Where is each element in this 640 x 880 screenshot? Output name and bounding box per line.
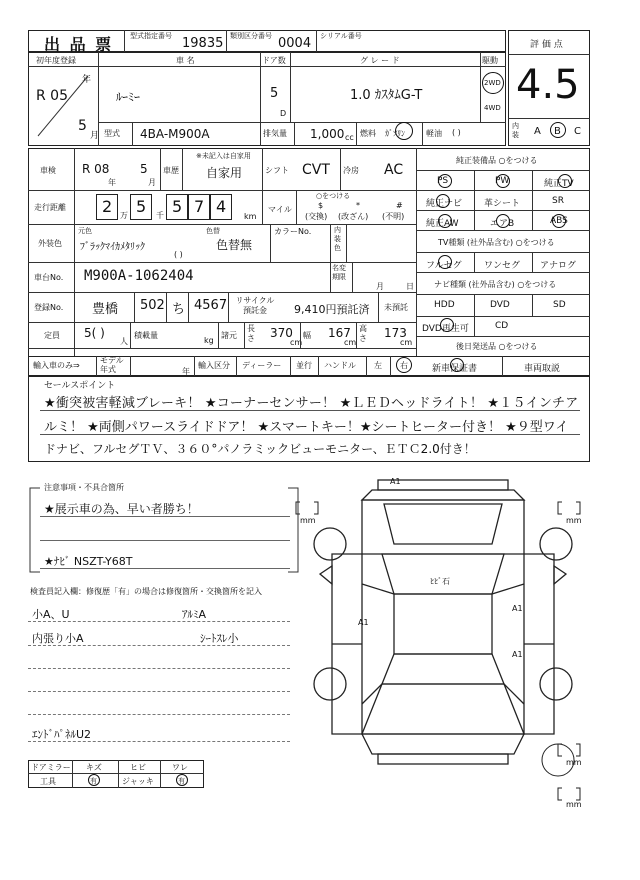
keiyu-paren: ( ) — [452, 128, 461, 137]
eq-kawa: 革シート — [484, 199, 521, 209]
shamei-value: ﾙｰﾐｰ — [116, 90, 141, 104]
document-title: 出 品 票 — [44, 35, 114, 54]
sales-line-3: ドナビ、フルセグＴＶ、３６０°パノラミックビューモニター、ＥＴＣ2.0付き！ — [44, 442, 476, 456]
tv-analog: アナログ — [540, 261, 577, 271]
eq-ps: PS — [437, 176, 449, 186]
mile-opt3: (不明) — [382, 212, 405, 221]
haba-cm: cm — [344, 338, 357, 347]
kata-shitei-label: 型式指定番号 — [130, 32, 172, 40]
nenryo-value: ｶﾞｿﾘﾝ — [385, 129, 405, 138]
shonendo-label: 初年度登録 — [36, 56, 76, 65]
atohasso-hoshosho: 新車保証書 — [432, 364, 478, 374]
shaken-tsuki: 月 — [148, 178, 156, 187]
eq-airb: エアB — [490, 219, 515, 229]
mile-circ-note: ○をつける — [316, 192, 351, 200]
shift-label: シフト — [265, 166, 289, 175]
handle-right: 右 — [400, 361, 408, 370]
notes-line-1: ★展示車の為、早い者勝ち！ — [44, 502, 199, 516]
shareki-note: ※未記入は自家用 — [196, 152, 251, 160]
navi-sd: SD — [553, 300, 566, 310]
meihen-tsuki: 月 — [376, 282, 384, 291]
diagram-mm-3: mm — [566, 758, 582, 767]
meihen-hi: 日 — [406, 282, 414, 291]
kudo-4wd: 4WD — [484, 104, 501, 112]
shoguchi-label: 諸元 — [221, 331, 237, 340]
diagram-mm-1: mm — [300, 516, 316, 525]
diagram-mm-2: mm — [566, 516, 582, 525]
reibo-label: 冷房 — [343, 166, 359, 175]
nenryo-circle — [395, 122, 413, 140]
shaken-label: 車検 — [40, 166, 56, 175]
toroku-num: 4567 — [194, 298, 228, 313]
eq-tv: 純正TV — [544, 179, 574, 189]
shonendo-nen-label: 年 — [82, 75, 92, 85]
recycle-label: リサイクル預託金 — [235, 296, 275, 315]
atohasso-label: 後日発送品 ○をつける — [456, 342, 538, 351]
grade-value: 1.0 ｶｽﾀﾑG-T — [350, 88, 423, 103]
katashiki-value: 4BA-M900A — [140, 127, 210, 141]
tv-oneseg: ワンセグ — [484, 261, 521, 271]
shift-value: CVT — [302, 162, 330, 178]
mark-right-door: A1 — [512, 604, 523, 613]
shaken-era: R 08 — [82, 162, 110, 176]
insp-2b: ｼｰﾄｽﾚ小 — [200, 632, 239, 645]
recycle-mi: 未預託 — [384, 303, 408, 312]
teiin-value: 5( ) — [84, 326, 105, 340]
atohasso-torisetsu: 車両取説 — [524, 364, 561, 374]
naiso-label: 内装 — [512, 122, 519, 139]
shareki-value: 自家用 — [206, 166, 243, 180]
shonendo-tsuki-label: 月 — [90, 131, 100, 141]
door-d: D — [280, 109, 287, 118]
legend-h-2: ヒビ — [130, 763, 146, 772]
mile-opt1-sym: $ — [318, 201, 324, 210]
car-damage-diagram — [292, 474, 602, 814]
eq-abs: ABS — [550, 216, 568, 226]
junsei-label: 純正装備品 ○をつける — [456, 156, 538, 165]
ruibetsu-label: 類別区分番号 — [230, 32, 272, 40]
shadai-label: 車台No. — [34, 273, 64, 282]
sales-line-1: ★衝突被害軽減ブレーキ！ ★コーナーセンサー！ ★ＬＥＤヘッドライト！ ★１５インチア — [44, 396, 579, 411]
toroku-kana: ち — [172, 302, 186, 317]
shaken-nen: 年 — [108, 178, 116, 187]
reibo-value: AC — [384, 162, 404, 178]
kata-shitei-value: 19835 — [182, 36, 224, 51]
katashiki-label: 型式 — [104, 129, 120, 138]
soko-digit-4: 7 — [194, 197, 205, 216]
legend-r-0: 工具 — [40, 777, 56, 786]
toroku-label: 登録No. — [34, 303, 64, 312]
keiyu-label: 軽油 — [426, 129, 442, 138]
shareki-label: 車歴 — [163, 166, 179, 175]
soko-sen: 千 — [156, 211, 164, 220]
eq-aw: 純正AW — [426, 219, 459, 229]
legend-h-0: ドアミラー — [31, 763, 71, 772]
tv-label: TV種類 (社外品含む) ○をつける — [438, 238, 555, 247]
notes-line-2: ★ﾅﾋﾞ NSZT-Y68T — [44, 555, 133, 568]
taka-label: 高さ — [359, 324, 367, 343]
mile-opt2: (改ざん) — [338, 212, 369, 221]
eq-pw: PW — [495, 176, 510, 186]
insp-3: ｴﾝﾄﾞﾊﾟﾈﾙU2 — [32, 728, 92, 741]
eq-navi: 純正ナビ — [426, 199, 463, 209]
handle-left: 左 — [374, 361, 382, 370]
soko-km: km — [244, 212, 257, 221]
eq-sr: SR — [552, 196, 564, 206]
soko-digit-5: 4 — [216, 197, 227, 216]
soko-label: 走行距離 — [34, 203, 66, 212]
shadai-value: M900A-1062404 — [84, 268, 194, 284]
irokae-paren: ( ) — [174, 250, 183, 259]
yunyukubun-label: 輸入区分 — [198, 361, 230, 370]
naga-label: 長さ — [247, 324, 255, 343]
model-label: モデル年式 — [100, 356, 124, 374]
serial-label: シリアル番号 — [320, 32, 362, 40]
motoiro-value: ﾌﾞﾗｯｸﾏｲｶﾒﾀﾘｯｸ — [80, 242, 145, 253]
teiin-unit: 人 — [120, 337, 128, 346]
kudo-2wd: 2WD — [484, 79, 501, 87]
navi-dvdplay: DVD再生可 — [422, 324, 469, 334]
toroku-area: 豊橋 — [92, 302, 119, 317]
inspector-label: 検査員記入欄：修復歴「有」の場合は修復箇所・交換箇所を記入 — [30, 587, 262, 596]
door-value: 5 — [270, 86, 279, 101]
kudo-label: 駆動 — [482, 56, 498, 65]
soko-man: 万 — [120, 211, 128, 220]
ruibetsu-value: 0004 — [278, 36, 312, 51]
shaken-month: 5 — [140, 162, 148, 176]
soko-digit-1: 2 — [102, 197, 113, 216]
motoiro-label: 元色 — [78, 227, 92, 235]
teiin-label: 定員 — [44, 331, 60, 340]
mile-opt1: (交換) — [305, 212, 328, 221]
naga-cm: cm — [290, 338, 303, 347]
irokae-label: 色替 — [206, 227, 220, 235]
toroku-class: 502 — [140, 298, 165, 313]
legend-r-1: 有 — [90, 777, 97, 785]
legend-r-2: ジャッキ — [122, 777, 154, 786]
tv-fullseg: フルセグ — [426, 261, 462, 271]
insp-1a: 小A、U — [32, 608, 70, 621]
naiso-a: A — [534, 126, 541, 137]
yunyu-heiko: 並行 — [296, 361, 312, 370]
score-value: 4.5 — [516, 62, 580, 108]
sales-line-2: ルミ！ ★両側パワースライドドア！ ★スマートキー！★シートヒーター付き！ ★９型ワイ — [44, 420, 569, 435]
naiso-c: C — [574, 126, 581, 137]
score-label: 評 価 点 — [530, 40, 563, 50]
mark-left-door: A1 — [358, 618, 369, 627]
legend-h-3: ワレ — [172, 763, 188, 772]
diagram-mm-4: mm — [566, 800, 582, 809]
haba-value: 167 — [328, 326, 351, 340]
handle-label: ハンドル — [324, 361, 356, 370]
grade-label: グ レ ー ド — [360, 56, 400, 65]
navi-cd: CD — [495, 321, 509, 331]
model-nen: 年 — [182, 367, 190, 376]
haikiryo-value: 1,000 — [310, 127, 345, 141]
yunyu-dealer: ディーラー — [242, 361, 282, 370]
nenryo-label: 燃料 — [360, 129, 376, 138]
color-no-label: カラーNo. — [274, 227, 312, 236]
taka-value: 173 — [384, 326, 407, 340]
soko-digit-3: 5 — [172, 197, 183, 216]
yunyu-label: 輸入車のみ⇒ — [33, 361, 80, 370]
recycle-value: 9,410円預託済 — [294, 303, 370, 316]
mark-right-rear: A1 — [512, 650, 523, 659]
soko-digit-2: 5 — [136, 197, 147, 216]
naiso-b: B — [554, 126, 561, 137]
mile-label: マイル — [268, 205, 292, 214]
shonendo-era: R 05 — [36, 88, 68, 104]
mile-opt3-sym: # — [396, 201, 403, 210]
insp-1b: ｱﾙﾐA — [182, 608, 207, 621]
sekisai-unit: kg — [204, 336, 214, 345]
legend-h-1: キズ — [86, 763, 102, 772]
navi-hdd: HDD — [434, 300, 455, 310]
navi-label: ナビ種類 (社外品含む) ○をつける — [434, 280, 557, 289]
naisoshoku-label: 内装色 — [334, 226, 341, 252]
legend-r-3: 有 — [178, 777, 185, 785]
naga-value: 370 — [270, 326, 293, 340]
meihen-label: 名変期限 — [332, 264, 346, 281]
mark-top: A1 — [390, 477, 401, 486]
haba-label: 幅 — [303, 331, 311, 340]
irokae-value: 色替無 — [216, 238, 253, 252]
navi-dvd: DVD — [490, 300, 510, 310]
mark-glass: ﾋﾋﾞ石 — [430, 577, 450, 586]
mile-opt2-sym: * — [356, 201, 360, 210]
notes-label: 注意事項・不具合箇所 — [44, 483, 124, 492]
sekisai-label: 積載量 — [134, 331, 158, 340]
sales-label: セールスポイント — [44, 381, 116, 391]
haikiryo-label: 排気量 — [263, 129, 287, 138]
haikiryo-cc: cc — [345, 133, 354, 142]
door-label: ドア数 — [262, 56, 286, 65]
shonendo-month: 5 — [78, 118, 87, 134]
insp-2a: 内張り小A — [32, 632, 84, 645]
gaisoshoku-label: 外装色 — [38, 239, 62, 248]
taka-cm: cm — [400, 338, 413, 347]
shamei-label: 車 名 — [176, 56, 195, 65]
